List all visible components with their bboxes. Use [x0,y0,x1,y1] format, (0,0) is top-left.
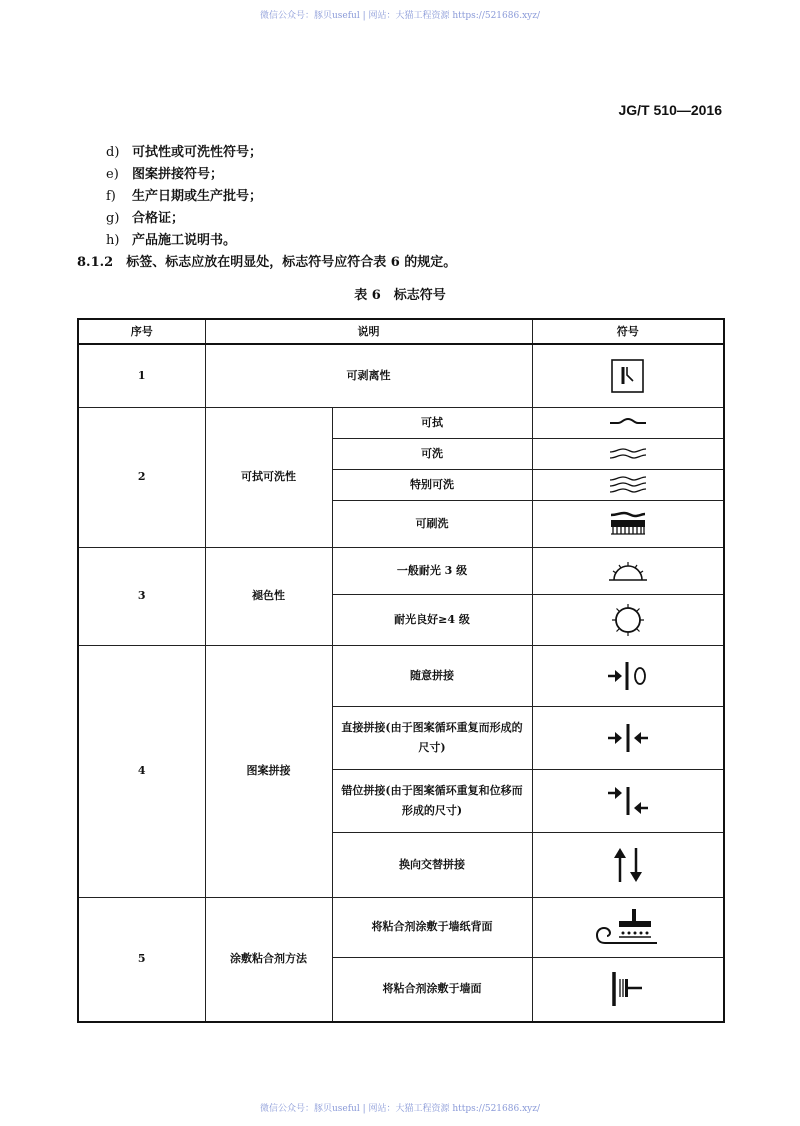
list-text: 生产日期或生产批号； [132,189,263,204]
list-key: d) [106,145,120,160]
row-desc: 可拭可洗性 [205,407,332,547]
item-label: 耐光良好≥4 级 [332,594,532,645]
paste-paper-icon [532,897,724,957]
reverse-hanging-icon [532,832,724,897]
extra-washable-icon [532,469,724,500]
table-title: 表 6 标志符号 [354,288,446,303]
row-desc: 褪色性 [205,547,332,645]
offset-match-icon [532,769,724,832]
watermark-bottom: 微信公众号：豚贝useful | 网站：大猫工程资源 https://521686.xyz/ [259,1104,541,1114]
row-no: 4 [78,645,205,897]
header-desc: 说明 [205,319,532,344]
item-label: 直接拼接(由于图案循环重复而形成的尺寸) [332,706,532,769]
list-item [106,207,184,226]
list-item [106,163,223,182]
row-no: 2 [78,407,205,547]
row-desc: 可剥离性 [205,344,532,407]
straight-match-icon [532,706,724,769]
list-text: 可拭性或可洗性符号； [132,145,263,160]
list-key: f) [106,189,116,204]
list-text: 合格证； [132,211,185,226]
watermark-top: 微信公众号：豚贝useful | 网站：大猫工程资源 https://521686.xyz/ [259,11,541,21]
row-desc: 涂敷粘合剂方法 [205,897,332,1022]
washable-icon [532,438,724,469]
list-key: e) [106,167,119,182]
item-label: 换向交替拼接 [332,832,532,897]
list-key: h) [106,233,120,248]
wipeable-icon [532,407,724,438]
peelable-icon [532,344,724,407]
item-label: 一般耐光 3 级 [332,547,532,594]
clause-text: 8.1.2 标签、标志应放在明显处，标志符号应符合表 6 的规定。 [77,255,457,270]
free-match-icon [532,645,724,706]
item-label: 可刷洗 [332,500,532,547]
sun-icon [532,594,724,645]
standard-number: JG/T 510—2016 [618,102,722,118]
list-item [106,185,262,204]
row-desc: 图案拼接 [205,645,332,897]
item-label: 将粘合剂涂敷于墙面 [332,957,532,1022]
item-label: 随意拼接 [332,645,532,706]
header-symbol: 符号 [532,319,724,344]
item-label: 特别可洗 [332,469,532,500]
row-no: 3 [78,547,205,645]
item-label: 错位拼接(由于图案循环重复和位移而形成的尺寸) [332,769,532,832]
half-sun-icon [532,547,724,594]
header-no: 序号 [78,319,205,344]
item-label: 可洗 [332,438,532,469]
list-text: 产品施工说明书。 [132,233,237,248]
item-label: 可拭 [332,407,532,438]
scrubbable-icon [532,500,724,547]
list-text: 图案拼接符号； [132,167,224,182]
symbols-table [77,318,725,1023]
list-item [106,229,236,248]
row-no: 5 [78,897,205,1022]
list-key: g) [106,211,120,226]
paste-wall-icon [532,957,724,1022]
row-no: 1 [78,344,205,407]
list-item [106,141,262,160]
item-label: 将粘合剂涂敷于墙纸背面 [332,897,532,957]
